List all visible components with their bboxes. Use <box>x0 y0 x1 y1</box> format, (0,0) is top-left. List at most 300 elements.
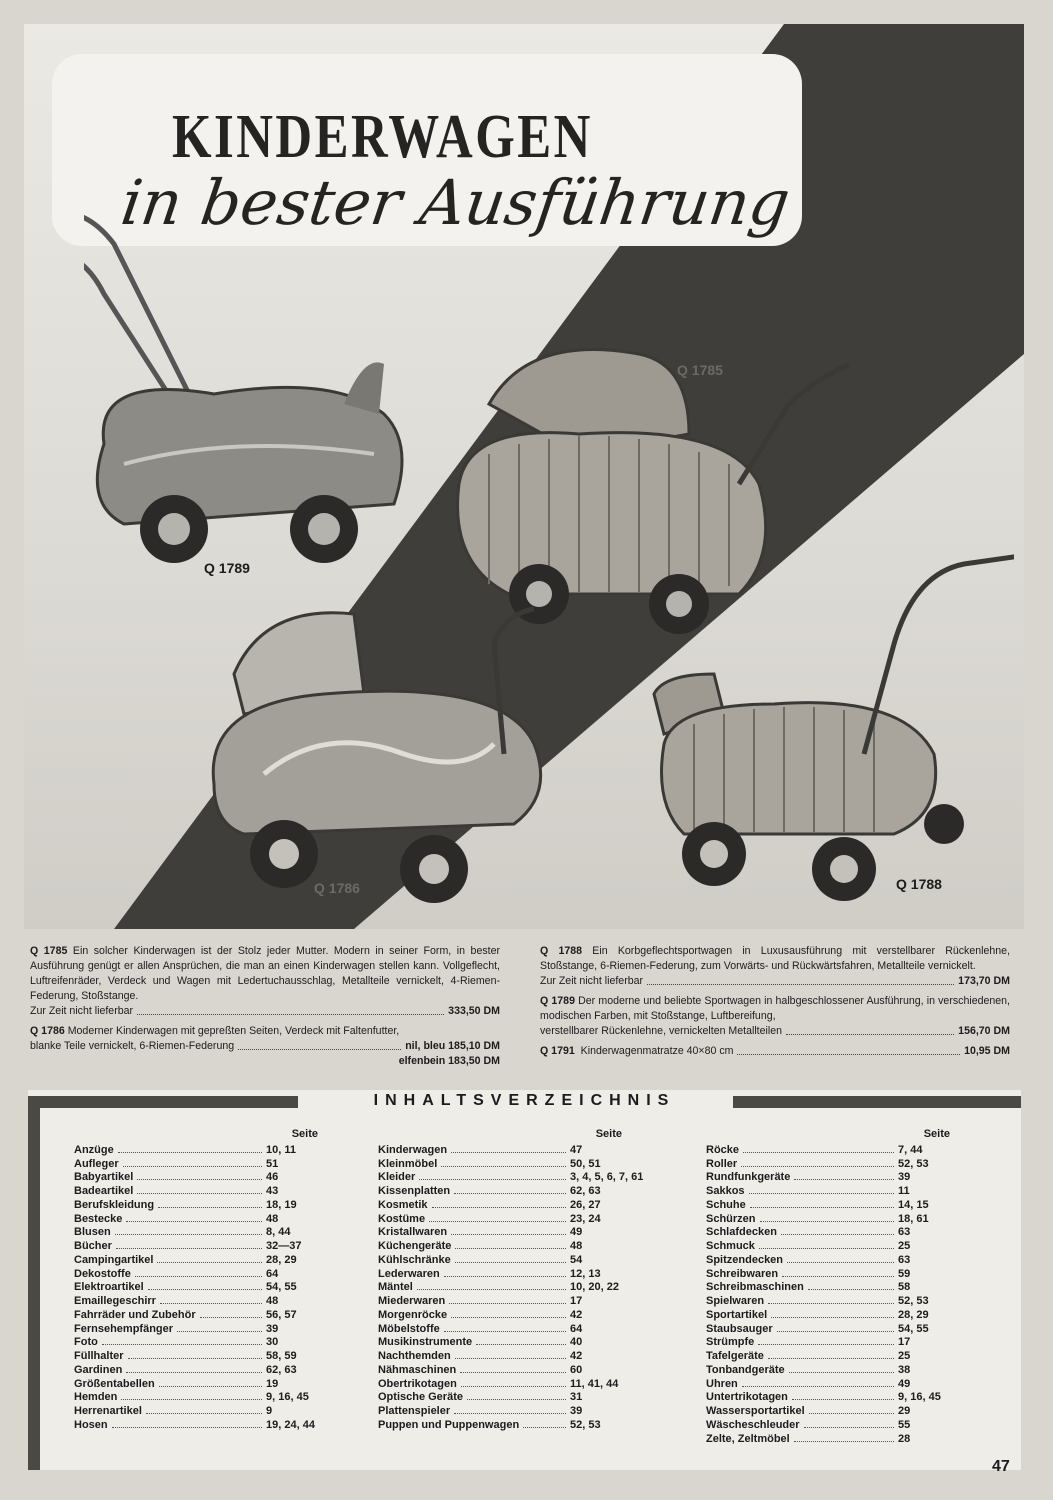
toc-entry-page: 62, 63 <box>266 1363 297 1376</box>
desc-q1791 <box>540 1044 1010 1059</box>
price-label: verstellbarer Rückenlehne, vernickelten Metallteilen <box>540 1025 783 1037</box>
toc-entry-page: 64 <box>266 1267 279 1280</box>
toc-entry-page: 62, 63 <box>570 1185 601 1197</box>
toc-entry-label: Hemden <box>74 1391 118 1404</box>
toc-entry <box>706 1376 964 1390</box>
toc-entry <box>378 1266 636 1280</box>
toc-entry-page: 51 <box>266 1157 279 1170</box>
toc-entry-label: Küchengeräte <box>378 1240 452 1252</box>
leader-dots <box>112 1427 262 1428</box>
toc-entry-page: 25 <box>898 1240 911 1252</box>
price: nil, bleu 185,10 DM <box>405 1040 500 1052</box>
toc-entry-label: Größentabellen <box>74 1377 155 1390</box>
toc-column-1 <box>74 1128 332 1431</box>
toc-entry-label: Bücher <box>74 1240 112 1252</box>
pram-q1788-illustration <box>644 534 1014 914</box>
leader-dots <box>128 1358 262 1359</box>
price: 156,70 DM <box>958 1025 1010 1037</box>
toc-entry <box>706 1266 964 1280</box>
leader-dots <box>455 1262 566 1263</box>
toc-entry-page: 28, 29 <box>266 1253 297 1266</box>
toc-entry-page: 17 <box>570 1295 583 1307</box>
leader-dots <box>741 1166 894 1167</box>
pram-q1789-illustration <box>84 204 424 564</box>
toc-entry <box>706 1225 964 1239</box>
toc-entry <box>378 1390 636 1404</box>
toc-entry-label: Kosmetik <box>378 1198 428 1211</box>
leader-dots <box>451 1152 566 1153</box>
toc-entry <box>74 1376 332 1390</box>
toc-entry-page: 9, 16, 45 <box>898 1391 941 1404</box>
toc-entry-label: Kristallwaren <box>378 1226 448 1239</box>
price: 173,70 DM <box>958 975 1010 987</box>
toc-entry-page: 3, 4, 5, 6, 7, 61 <box>570 1171 644 1184</box>
toc-entry-page: 11, 41, 44 <box>570 1377 619 1390</box>
toc-entry-page: 7, 44 <box>898 1143 923 1156</box>
toc-entry-page: 38 <box>898 1363 911 1376</box>
toc-entry <box>706 1335 964 1349</box>
toc-entry-label: Schreibmaschinen <box>706 1281 804 1294</box>
toc-entry-label: Emaillegeschirr <box>74 1295 156 1307</box>
toc-entry <box>378 1197 636 1211</box>
toc-entry <box>378 1252 636 1266</box>
leader-dots <box>768 1303 894 1304</box>
toc-entry-page: 9, 16, 45 <box>266 1391 309 1404</box>
leader-dots <box>760 1221 894 1222</box>
leader-dots <box>444 1331 566 1332</box>
leader-dots <box>461 1386 566 1387</box>
toc-entry <box>706 1307 964 1321</box>
toc-entry <box>378 1170 644 1184</box>
leader-dots <box>476 1344 566 1345</box>
toc-entry <box>706 1238 964 1252</box>
toc-entry-page: 60 <box>570 1363 583 1376</box>
toc-entry <box>74 1335 332 1349</box>
leader-dots <box>792 1399 894 1400</box>
label-q1786: Q 1786 <box>314 880 360 896</box>
toc-entry-page: 49 <box>570 1226 583 1239</box>
toc-entry <box>378 1211 636 1225</box>
toc-entry-page: 19 <box>266 1377 279 1390</box>
toc-entry <box>74 1238 332 1252</box>
toc-entry-label: Tonbandgeräte <box>706 1363 785 1376</box>
toc-entry-label: Dekostoffe <box>74 1267 131 1280</box>
toc-entry-label: Mäntel <box>378 1281 413 1294</box>
desc-text: Ein solcher Kinderwagen ist der Stolz jeder Mutter. Modern in seiner Form, in bester Ausführung genügt er allen Ansprüchen, die man an einen Kinderwagen stellen kann. Vollgeflecht, Luftreifenräder, Verdeck und Wagen mit Ledertuchausschlag, Metallteile vernickelt, 4-Riemen-Federung, Stoßstange. <box>30 945 500 1002</box>
leader-dots <box>137 1179 262 1180</box>
toc-entry-page: 18, 19 <box>266 1198 297 1211</box>
toc-entry <box>74 1183 332 1197</box>
leader-dots <box>126 1372 262 1373</box>
toc-entry <box>378 1293 636 1307</box>
toc-entry-label: Rundfunkgeräte <box>706 1171 791 1184</box>
toc-entry-label: Möbelstoffe <box>378 1322 440 1335</box>
toc-entry-page: 52, 53 <box>898 1295 929 1307</box>
toc-entry <box>378 1362 636 1376</box>
leader-dots <box>126 1221 262 1222</box>
toc-entry <box>378 1156 636 1170</box>
leader-dots <box>794 1441 894 1442</box>
page-number: 47 <box>992 1458 1010 1475</box>
leader-dots <box>451 1234 566 1235</box>
toc-entry-label: Wäscheschleuder <box>706 1418 800 1431</box>
price-label: Zur Zeit nicht lieferbar <box>540 975 644 987</box>
toc-entry <box>706 1156 964 1170</box>
toc-entry-label: Sakkos <box>706 1185 745 1197</box>
toc-entry <box>74 1417 332 1431</box>
toc-entry-label: Schürzen <box>706 1212 756 1225</box>
toc-entry <box>706 1321 964 1335</box>
toc-entry-page: 56, 57 <box>266 1308 297 1321</box>
price-label: Zur Zeit nicht lieferbar <box>30 1005 134 1017</box>
toc-entry-label: Badeartikel <box>74 1185 134 1197</box>
leader-dots <box>432 1207 566 1208</box>
toc-entry-page: 54 <box>570 1253 583 1266</box>
toc-entry-page: 10, 11 <box>266 1143 296 1156</box>
toc-entry <box>706 1403 964 1417</box>
toc-entry-page: 11 <box>898 1185 910 1197</box>
leader-dots <box>768 1358 894 1359</box>
toc-entry-page: 39 <box>570 1405 583 1417</box>
toc-entry-page: 59 <box>898 1267 911 1280</box>
toc-entry-page: 52, 53 <box>570 1418 601 1431</box>
toc-entry-label: Röcke <box>706 1143 740 1156</box>
toc-entry <box>706 1183 964 1197</box>
leader-dots <box>158 1207 262 1208</box>
toc-entry-label: Puppen und Puppenwagen <box>378 1418 520 1431</box>
toc-side-bar <box>28 1096 40 1470</box>
toc-entry <box>378 1403 636 1417</box>
leader-dots <box>444 1276 566 1277</box>
toc-entry-label: Staubsauger <box>706 1322 773 1335</box>
toc-entry-label: Fahrräder und Zubehör <box>74 1308 196 1321</box>
leader-dots <box>742 1386 894 1387</box>
toc-entry-label: Babyartikel <box>74 1171 134 1184</box>
toc-entry-label: Nachthemden <box>378 1350 451 1362</box>
leader-dots <box>449 1303 566 1304</box>
toc-entry-label: Herrenartikel <box>74 1405 142 1417</box>
leader-dots <box>749 1193 894 1194</box>
table-of-contents <box>28 1090 1021 1470</box>
desc-q1788 <box>540 944 1010 989</box>
toc-entry <box>74 1390 332 1404</box>
toc-entry <box>378 1417 636 1431</box>
toc-entry <box>74 1197 332 1211</box>
toc-entry-page: 43 <box>266 1185 279 1197</box>
leader-dots <box>159 1386 262 1387</box>
toc-entry <box>706 1280 964 1294</box>
toc-entry-label: Schuhe <box>706 1198 746 1211</box>
desc-code: Q 1788 <box>540 945 583 957</box>
toc-entry-page: 63 <box>898 1226 911 1239</box>
toc-entry <box>74 1225 332 1239</box>
price-label: Kinderwagenmatratze 40×80 cm <box>580 1045 734 1057</box>
toc-heading: INHALTSVERZEICHNIS <box>373 1092 676 1109</box>
leader-dots <box>789 1372 894 1373</box>
toc-entry-page: 42 <box>570 1350 583 1362</box>
toc-entry-label: Berufskleidung <box>74 1198 155 1211</box>
toc-entry <box>74 1348 332 1362</box>
toc-entry-page: 49 <box>898 1377 911 1390</box>
toc-entry-page: 39 <box>266 1322 279 1335</box>
toc-entry <box>378 1183 636 1197</box>
price-label: blanke Teile vernickelt, 6-Riemen-Federung <box>30 1040 235 1052</box>
toc-entry-page: 14, 15 <box>898 1198 929 1211</box>
leader-dots <box>455 1358 566 1359</box>
toc-entry-label: Spielwaren <box>706 1295 765 1307</box>
toc-entry-page: 23, 24 <box>570 1212 601 1225</box>
desc-q1789 <box>540 994 1010 1039</box>
leader-dots <box>135 1276 262 1277</box>
toc-entry-page: 64 <box>570 1322 583 1335</box>
desc-text: Moderner Kinderwagen mit gepreßten Seiten, Verdeck mit Faltenfutter, <box>67 1025 400 1037</box>
toc-entry-page: 40 <box>570 1336 583 1349</box>
toc-entry-page: 10, 20, 22 <box>570 1281 619 1294</box>
toc-entry <box>706 1293 964 1307</box>
leader-dots <box>759 1248 894 1249</box>
toc-entry-label: Uhren <box>706 1377 738 1390</box>
leader-dots <box>123 1166 262 1167</box>
toc-entry <box>74 1307 332 1321</box>
toc-entry <box>74 1403 332 1417</box>
toc-entry <box>74 1252 332 1266</box>
leader-dots <box>160 1303 262 1304</box>
label-q1789: Q 1789 <box>204 560 250 576</box>
toc-entry <box>74 1321 332 1335</box>
seite-header: Seite <box>923 1128 950 1140</box>
leader-dots <box>782 1276 894 1277</box>
leader-dots <box>460 1372 566 1373</box>
toc-entry-label: Optische Geräte <box>378 1391 463 1404</box>
toc-entry-label: Hosen <box>74 1418 108 1431</box>
toc-entry-page: 30 <box>266 1336 279 1349</box>
leader-dots <box>137 1193 262 1194</box>
toc-entry <box>74 1142 332 1156</box>
toc-entry-label: Tafelgeräte <box>706 1350 764 1362</box>
toc-entry-page: 32—37 <box>266 1240 302 1252</box>
leader-dots <box>148 1289 262 1290</box>
toc-entry <box>74 1156 332 1170</box>
toc-entry-page: 46 <box>266 1171 279 1184</box>
toc-entry <box>378 1348 636 1362</box>
toc-entry <box>706 1417 964 1431</box>
toc-entry <box>74 1293 332 1307</box>
leader-dots <box>177 1331 262 1332</box>
toc-entry <box>706 1252 964 1266</box>
toc-entry <box>706 1362 964 1376</box>
toc-entry-page: 31 <box>570 1391 583 1404</box>
desc-text: Ein Korbgeflechtsportwagen in Luxusausführung mit verstellbarer Rückenlehne, Stoßstange, 6-Riemen-Federung, zum Vorwärts- und Rückwärtsfahren, Metallteile vernickelt. <box>540 945 1010 972</box>
descriptions-left <box>30 944 500 1074</box>
leader-dots <box>419 1179 566 1180</box>
toc-entry-label: Strümpfe <box>706 1336 755 1349</box>
leader-dots <box>794 1179 894 1180</box>
leader-dots <box>787 1262 894 1263</box>
desc-code: Q 1786 <box>30 1025 65 1037</box>
leader-dots <box>417 1289 566 1290</box>
toc-entry-page: 58 <box>898 1281 911 1294</box>
toc-entry-label: Kleinmöbel <box>378 1157 438 1170</box>
toc-entry-page: 42 <box>570 1308 583 1321</box>
toc-entry-label: Plattenspieler <box>378 1405 451 1417</box>
toc-entry-label: Morgenröcke <box>378 1308 448 1321</box>
toc-entry-page: 54, 55 <box>898 1322 929 1335</box>
toc-entry-page: 48 <box>266 1212 279 1225</box>
toc-entry-label: Spitzendecken <box>706 1253 784 1266</box>
desc-text: Der moderne und beliebte Sportwagen in halbgeschlossener Ausführung, in verschiedenen, modischen Farben, mit Stoßstange, Luftbereifung, <box>540 995 1010 1022</box>
leader-dots <box>115 1234 262 1235</box>
leader-dots <box>455 1248 566 1249</box>
toc-entry-page: 29 <box>898 1405 911 1417</box>
toc-entry <box>378 1142 636 1156</box>
seite-header: Seite <box>291 1128 318 1140</box>
toc-entry-label: Schlafdecken <box>706 1226 777 1239</box>
toc-entry <box>74 1211 332 1225</box>
toc-entry <box>74 1280 332 1294</box>
leader-dots <box>200 1317 262 1318</box>
desc-code: Q 1785 <box>30 945 68 957</box>
toc-entry-page: 28, 29 <box>898 1308 929 1321</box>
toc-entry-page: 50, 51 <box>570 1157 601 1170</box>
desc-q1786 <box>30 1024 500 1069</box>
toc-entry <box>706 1390 964 1404</box>
page-title: KINDERWAGEN <box>172 103 593 171</box>
toc-entry-page: 47 <box>570 1143 583 1156</box>
leader-dots <box>146 1413 262 1414</box>
toc-entry <box>706 1197 964 1211</box>
leader-dots <box>102 1344 262 1345</box>
hero-photo <box>24 24 1024 929</box>
toc-entry-label: Zelte, Zeltmöbel <box>706 1432 790 1445</box>
leader-dots <box>454 1193 566 1194</box>
toc-entry-label: Kühlschränke <box>378 1253 451 1266</box>
toc-entry <box>378 1238 636 1252</box>
pram-q1786-illustration <box>204 584 584 914</box>
toc-entry-page: 48 <box>266 1295 279 1307</box>
leader-dots <box>467 1399 566 1400</box>
toc-entry-page: 54, 55 <box>266 1281 297 1294</box>
desc-code: Q 1791 <box>540 1045 575 1057</box>
leader-dots <box>451 1317 566 1318</box>
toc-entry-label: Anzüge <box>74 1143 114 1156</box>
toc-entry-page: 19, 24, 44 <box>266 1418 315 1431</box>
leader-dots <box>808 1289 894 1290</box>
toc-entry-page: 26, 27 <box>570 1198 601 1211</box>
toc-entry <box>706 1431 964 1445</box>
toc-entry <box>706 1211 964 1225</box>
seite-header: Seite <box>595 1128 622 1140</box>
toc-entry-page: 8, 44 <box>266 1226 291 1239</box>
toc-entry-label: Gardinen <box>74 1363 123 1376</box>
toc-entry-label: Kleider <box>378 1171 416 1184</box>
toc-entry-label: Aufleger <box>74 1157 119 1170</box>
toc-entry-label: Kissenplatten <box>378 1185 451 1197</box>
leader-dots <box>523 1427 566 1428</box>
toc-entry-page: 52, 53 <box>898 1157 929 1170</box>
toc-entry-page: 48 <box>570 1240 583 1252</box>
toc-entry <box>74 1170 332 1184</box>
page-subtitle: in bester Ausführung <box>116 166 795 239</box>
toc-entry-label: Campingartikel <box>74 1253 154 1266</box>
toc-entry <box>706 1348 964 1362</box>
toc-entry <box>378 1321 636 1335</box>
leader-dots <box>809 1413 894 1414</box>
toc-entry <box>378 1376 636 1390</box>
product-descriptions <box>30 944 1010 1074</box>
leader-dots <box>454 1413 566 1414</box>
toc-entry-label: Miederwaren <box>378 1295 446 1307</box>
toc-entry <box>74 1362 332 1376</box>
price: 10,95 DM <box>964 1045 1010 1057</box>
leader-dots <box>777 1331 894 1332</box>
leader-dots <box>121 1399 262 1400</box>
toc-entry <box>378 1225 636 1239</box>
leader-dots <box>116 1248 262 1249</box>
toc-entry-label: Roller <box>706 1157 738 1170</box>
price-alt: elfenbein 183,50 DM <box>398 1055 500 1067</box>
toc-entry <box>378 1335 636 1349</box>
label-q1785: Q 1785 <box>677 362 723 378</box>
toc-entry-label: Untertrikotagen <box>706 1391 788 1404</box>
toc-entry <box>706 1142 964 1156</box>
toc-entry-label: Füllhalter <box>74 1350 124 1362</box>
toc-entry <box>74 1266 332 1280</box>
leader-dots <box>157 1262 262 1263</box>
toc-entry-page: 25 <box>898 1350 911 1362</box>
toc-entry <box>706 1170 964 1184</box>
leader-dots <box>743 1152 894 1153</box>
toc-column-3 <box>706 1128 964 1445</box>
toc-entry-label: Fernsehempfänger <box>74 1322 174 1335</box>
leader-dots <box>441 1166 566 1167</box>
toc-entry-label: Schmuck <box>706 1240 755 1252</box>
toc-entry-label: Kinderwagen <box>378 1143 448 1156</box>
toc-entry <box>378 1307 636 1321</box>
label-q1788: Q 1788 <box>896 876 942 892</box>
toc-column-2 <box>378 1128 644 1431</box>
leader-dots <box>781 1234 894 1235</box>
leader-dots <box>771 1317 894 1318</box>
toc-entry-label: Foto <box>74 1336 98 1349</box>
toc-entry-page: 63 <box>898 1253 911 1266</box>
toc-entry-label: Nähmaschinen <box>378 1363 457 1376</box>
toc-entry-page: 12, 13 <box>570 1267 601 1280</box>
toc-entry-page: 9 <box>266 1405 273 1417</box>
toc-entry-page: 18, 61 <box>898 1212 929 1225</box>
toc-entry-label: Musikinstrumente <box>378 1336 473 1349</box>
leader-dots <box>750 1207 894 1208</box>
toc-entry-page: 17 <box>898 1336 911 1349</box>
descriptions-right <box>540 944 1010 1064</box>
leader-dots <box>804 1427 894 1428</box>
toc-entry-label: Lederwaren <box>378 1267 440 1280</box>
toc-entry-label: Elektroartikel <box>74 1281 144 1294</box>
toc-entry-label: Sportartikel <box>706 1308 768 1321</box>
leader-dots <box>118 1152 262 1153</box>
toc-entry-label: Schreibwaren <box>706 1267 779 1280</box>
desc-q1785 <box>30 944 500 1019</box>
toc-entry-label: Bestecke <box>74 1212 123 1225</box>
price: 333,50 DM <box>448 1005 500 1017</box>
toc-entry-page: 55 <box>898 1418 911 1431</box>
toc-entry-label: Kostüme <box>378 1212 426 1225</box>
toc-entry <box>378 1280 636 1294</box>
leader-dots <box>429 1221 566 1222</box>
toc-entry-page: 58, 59 <box>266 1350 297 1362</box>
toc-entry-label: Wassersportartikel <box>706 1405 805 1417</box>
leader-dots <box>758 1344 894 1345</box>
toc-entry-page: 39 <box>898 1171 911 1184</box>
